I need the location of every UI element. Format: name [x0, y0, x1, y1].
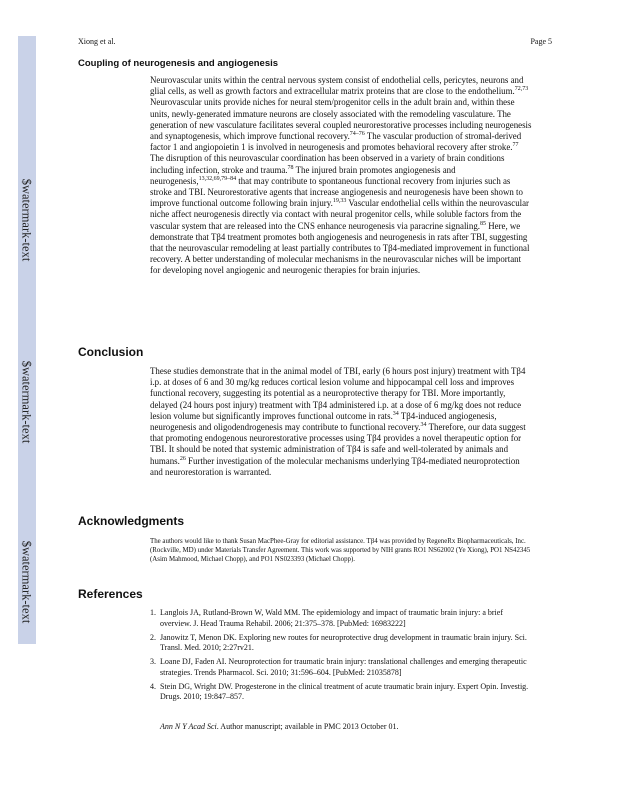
watermark-text: $watermark-text: [19, 178, 34, 262]
section-heading-references: References: [78, 587, 143, 601]
paragraph-neurogenesis: Neurovascular units within the central nervous system consist of endothelial cells, pericytes, neurons and glial cells, as well as growth factors and extracellular matrix proteins that are close to the endothelium.$^{72,73}$ Neurovascular units provide niches for neural stem/progenitor cells in the adult brain and, within these units, newly-generated immature neurons are closely associated with the remodeling vasculature. The generation of new vasculature facilitates several coupled neurorestorative processes including neurogenesis and synaptogenesis, which improve functional recovery.$^{74-76}$ The vascular production of stromal-derived factor 1 and angiopoietin 1 is involved in neurogenesis and promotes behavioral recovery after stroke.$^{77}$ The disruption of this neurovascular coordination has been observed in a variety of brain conditions including infection, stroke and trauma.$^{78}$ The injured brain promotes angiogenesis and neurogenesis,$^{13,32,69,79-84}$ that may contribute to spontaneous functional recovery from injuries such as stroke and TBI. Neurorestorative agents that increase angiogenesis and neurogenesis have been shown to improve functional outcome following brain injury.$^{19,33}$ Vascular endothelial cells within the neurovascular niche affect neurogenesis directly via contact with neural progenitor cells, while soluble factors from the vascular system that are released into the CNS enhance neurogenesis via paracrine signaling.$^{85}$ Here, we demonstrate that Tβ4 treatment promotes both angiogenesis and neurogenesis in rats after TBI, suggesting that the neurovascular remodeling at least partially contributes to Tβ4-mediated improvement in functional recovery. A better understanding of molecular mechanisms in the neurovascular niches will be important for developing novel angiogenic and neurogenic therapies for brain injuries.: [150, 75, 532, 276]
footer-note: . Author manuscript; available in PMC 2013 October 01.: [216, 722, 399, 731]
reference-item: 1. Langlois JA, Rutland-Brown W, Wald MM. The epidemiology and impact of traumatic brain injury: a brief overview. J. Head Trauma Rehabil. 2006; 21:375–378. [PubMed: 16983222]: [150, 608, 503, 628]
watermark-text: $watermark-text: [19, 360, 34, 444]
journal-name: Ann N Y Acad Sci: [160, 722, 217, 731]
section-heading-acknowledgments: Acknowledgments: [78, 514, 185, 528]
watermark-text: $watermark-text: [19, 540, 34, 624]
reference-item: 3. Loane DJ, Faden AI. Neuroprotection for traumatic brain injury: translational challenges and emerging therapeutic strategies. Trends Pharmacol. Sci. 2010; 31:596–604. [PubMed: 21035878]: [150, 657, 527, 677]
page-footer: [160, 722, 399, 731]
watermark: [6, 332, 46, 472]
watermark: [6, 150, 46, 290]
acknowledgments-text: The authors would like to thank Susan MacPhee-Gray for editorial assistance. Tβ4 was provided by RegeneRx Biopharmaceuticals, Inc. (Rockville, MD) under Materials Transfer Agreement. This work was supported by NIH grants RO1 NS62002 (Ye Xiong), PO1 NS42345 (Asim Mahmood, Michael Chopp), and PO1 NS023393 (Michael Chopp).: [150, 538, 531, 563]
watermark: [6, 512, 46, 652]
reference-list: [150, 608, 535, 706]
paragraph-conclusion: These studies demonstrate that in the animal model of TBI, early (6 hours post injury) treatment with Tβ4 i.p. at doses of 6 and 30 mg/kg reduces cortical lesion volume and hippocampal cell loss and improves functional recovery, suggesting its potential as a neuroprotective therapy for TBI. More importantly, delayed (24 hours post injury) treatment with Tβ4 administered i.p. at a dose of 6 mg/kg does not reduce lesion volume but significantly improves functional outcome in rats.$^{34}$ Tβ4-induced angiogenesis, neurogenesis and oligodendrogenesis may contribute to functional recovery.$^{34}$ Therefore, our data suggest that promoting endogenous neurorestorative processes using Tβ4 provides a novel therapeutic option for TBI. It should be noted that systemic administration of Tβ4 is safe and well-tolerated by animals and humans.$^{26}$ Further investigation of the molecular mechanisms underlying Tβ4-mediated neuroprotection and neurorestoration is warranted.: [150, 366, 526, 477]
reference-item: 4. Stein DG, Wright DW. Progesterone in the clinical treatment of acute traumatic brain injury. Expert Opin. Investig. Drugs. 2010; 19:847–857.: [150, 681, 529, 701]
section-heading-conclusion: Conclusion: [78, 345, 144, 359]
running-header-authors: Xiong et al.: [78, 37, 116, 46]
section-heading-neurogenesis: Coupling of neurogenesis and angiogenesis: [78, 58, 279, 69]
reference-item: 2. Janowitz T, Menon DK. Exploring new routes for neuroprotective drug development in traumatic brain injury. Sci. Transl. Med. 2010; 2:27rv21.: [150, 632, 527, 652]
page-number: Page 5: [530, 37, 552, 46]
